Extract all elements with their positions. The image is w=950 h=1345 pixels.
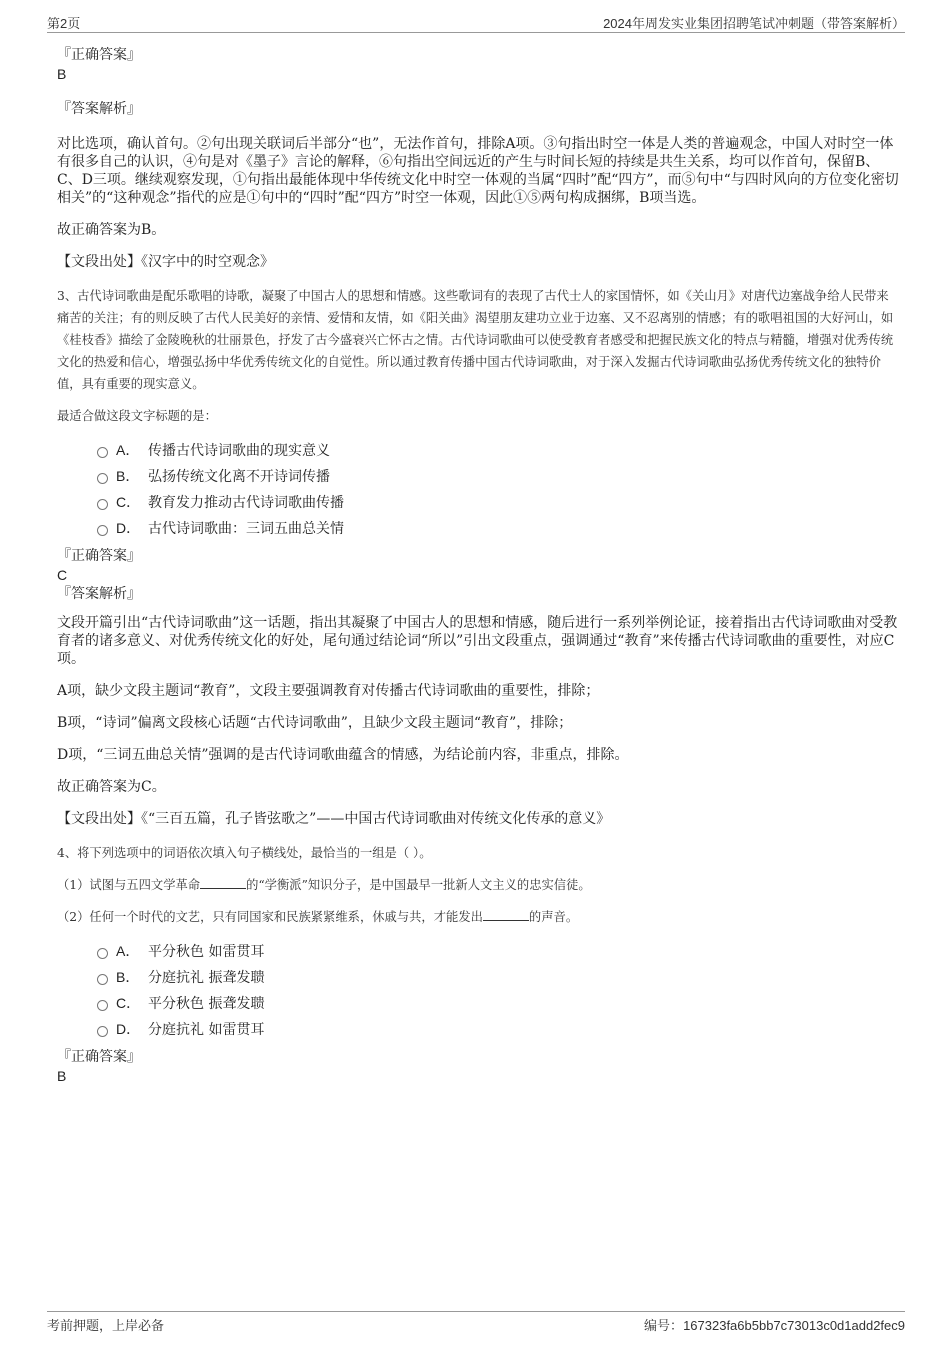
q3-option-b[interactable]: B． 弘扬传统文化离不开诗词传播 [97,463,900,489]
q3-options [97,437,900,541]
page-footer [47,1311,905,1332]
page-header [47,12,905,33]
q2-conclusion: 故正确答案为B。 [57,222,166,238]
q3-analysis-label: 『答案解析』 [57,586,141,602]
radio-button[interactable] [97,447,108,458]
q4-option-b[interactable]: B． 分庭抗礼 振聋发聩 [97,964,900,990]
q4-answer-label: 『正确答案』 [57,1049,141,1065]
q3-answer: C [57,567,68,583]
document-title: 2024年周发实业集团招聘笔试冲刺题（带答案解析） [603,16,905,31]
footer-slogan: 考前押题，上岸必备 [47,1318,165,1333]
page-number: 第2页 [47,16,81,31]
q3-note-d: D项，“三词五曲总关情”强调的是古代诗词歌曲蕴含的情感，为结论前内容，非重点，排除。 [57,747,629,763]
radio-button[interactable] [97,473,108,484]
q2-answer-label: 『正确答案』 [57,47,141,63]
radio-button[interactable] [97,1000,108,1011]
q3-option-c[interactable]: C． 教育发力推动古代诗词歌曲传播 [97,489,900,515]
q2-analysis-label: 『答案解析』 [57,101,141,117]
q4-sentence-2: （2）任何一个时代的文艺，只有同国家和民族紧紧维系，休戚与共，才能发出 的声音。 [57,910,579,924]
q2-source: 【文段出处】《汉字中的时空观念》 [57,254,274,270]
q4-option-a[interactable]: A． 平分秋色 如雷贯耳 [97,938,900,964]
radio-button[interactable] [97,499,108,510]
radio-button[interactable] [97,1026,108,1037]
q4-sentence-1: （1）试图与五四文学革命 的“学衡派”知识分子，是中国最早一批新人文主义的忠实信徒。 [57,878,591,892]
fill-blank [483,919,529,921]
page-content [57,46,900,1086]
q3-note-a: A项，缺少文段主题词“教育”，文段主要强调教育对传播古代诗词歌曲的重要性，排除； [57,683,600,699]
q4-answer: B [57,1068,67,1084]
footer-code: 编号：167323fa6b5bb7c73013c0d1add2fec9 [644,1318,905,1333]
q3-stem: 3、古代诗词歌曲是配乐歌唱的诗歌，凝聚了中国古人的思想和情感。这些歌词有的表现了古代士人的家国情怀，如《关山月》对唐代边塞战争给人民带来痛苦的关注；有的则反映了古代人民美好的亲情、爱情和友情，如《阳关曲》渴望朋友建功立业于边塞、又不忍离别的情感；有的歌唱祖国的大好河山，如《桂枝香》描绘了金陵晚秋的壮丽景色，抒发了古今盛衰兴亡怀古之情。古代诗词歌曲可以使受教育者感受和把握民族文化的特点与精髓，增强对优秀传统文化的热爱和信心，增强弘扬中华优秀传统文化的自觉性。所以通过教育传播中国古代诗词歌曲，对于深入发掘古代诗词歌曲弘扬优秀传统文化的独特价值，具有重要的现实意义。 [57,289,894,391]
q4-option-d[interactable]: D． 分庭抗礼 如雷贯耳 [97,1016,900,1042]
q4-stem: 4、将下列选项中的词语依次填入句子横线处，最恰当的一组是（ ）。 [57,846,432,860]
q2-answer: B [57,66,67,82]
q3-note-b: B项，“诗词”偏离文段核心话题“古代诗词歌曲”，且缺少文段主题词“教育”，排除； [57,715,573,731]
radio-button[interactable] [97,948,108,959]
q4-option-c[interactable]: C． 平分秋色 振聋发聩 [97,990,900,1016]
q3-answer-label: 『正确答案』 [57,548,141,564]
q3-source: 【文段出处】《“三百五篇，孔子皆弦歌之”——中国古代诗词歌曲对传统文化传承的意义》 [57,811,611,827]
q4-options [97,938,900,1042]
q3-analysis: 文段开篇引出“古代诗词歌曲”这一话题，指出其凝聚了中国古人的思想和情感，随后进行一系列举例论证，接着指出古代诗词歌曲对受教育者的诸多意义、对优秀传统文化的好处，尾句通过结论词“所以”引出文段重点，强调通过“教育”来传播古代诗词歌曲的重要性，对应C项。 [57,615,898,667]
q3-conclusion: 故正确答案为C。 [57,779,166,795]
q3-question: 最适合做这段文字标题的是： [57,409,217,423]
q3-option-a[interactable]: A． 传播古代诗词歌曲的现实意义 [97,437,900,463]
radio-button[interactable] [97,974,108,985]
q3-option-d[interactable]: D． 古代诗词歌曲：三词五曲总关情 [97,515,900,541]
fill-blank [200,887,246,889]
q2-analysis: 对比选项，确认首句。②句出现关联词后半部分“也”，无法作首句，排除A项。③句指出时空一体是人类的普遍观念，中国人对时空一体有很多自己的认识，④句是对《墨子》言论的解释，⑥句指出空间远近的产生与时间长短的持续是共生关系，均可以作首句，保留B、C、D三项。继续观察发现，①句指出最能体现中华传统文化中时空一体观的当属“四时”配“四方”，而⑤句中“与四时风向的方位变化密切相关”的“这种观念”指代的应是①句中的“四时”配“四方”时空一体观，因此①⑤两句构成捆绑，B项当选。 [57,136,899,206]
radio-button[interactable] [97,525,108,536]
